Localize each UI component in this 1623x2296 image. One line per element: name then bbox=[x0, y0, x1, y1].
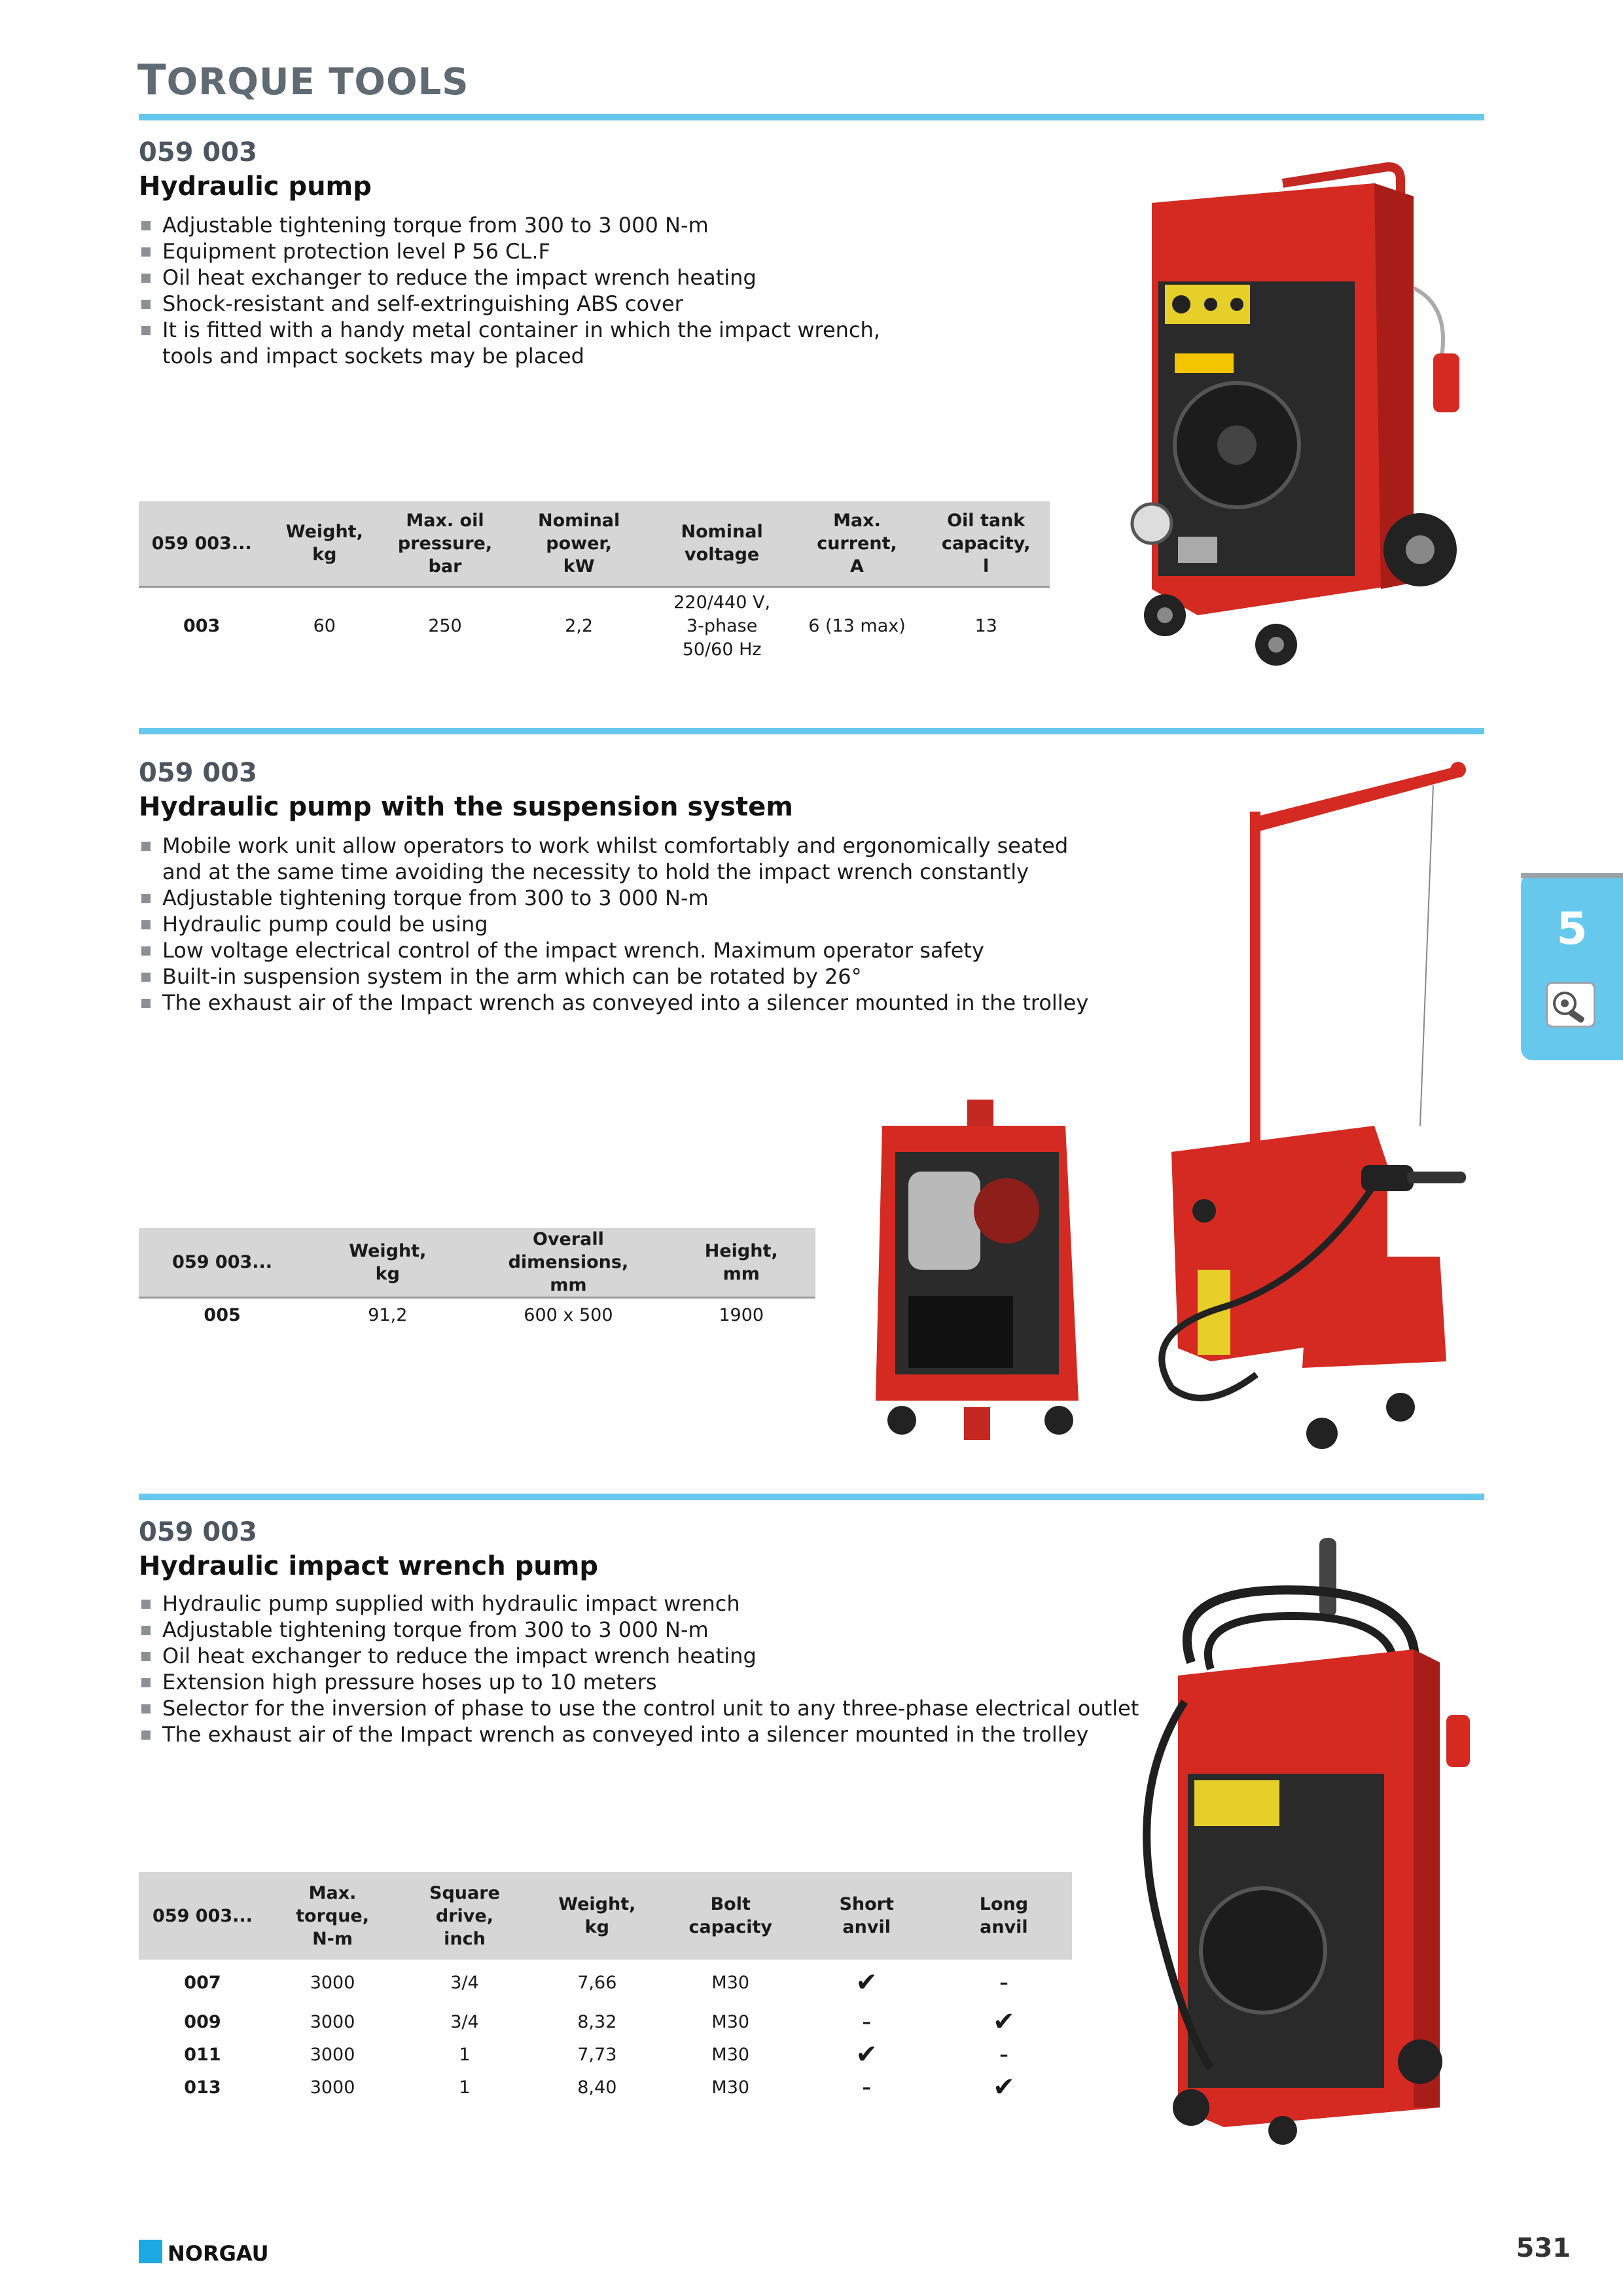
impact-wrench-pump-image bbox=[1113, 1532, 1479, 2147]
section2-spec-table bbox=[139, 1228, 815, 1332]
long-anvil-mark: ✔ bbox=[993, 2072, 1015, 2102]
section2-heading: Hydraulic pump with the suspension system bbox=[139, 792, 793, 822]
table-row bbox=[139, 586, 1050, 665]
table-row bbox=[139, 1298, 815, 1332]
page-number: 531 bbox=[1516, 2233, 1571, 2263]
table-cell: 8,40 bbox=[577, 2077, 617, 2098]
pump-with-suspension-arm-image bbox=[1113, 759, 1479, 1466]
section1-heading: Hydraulic pump bbox=[139, 171, 372, 202]
torque-wrench-icon bbox=[1546, 982, 1596, 1028]
table-header-row bbox=[139, 1228, 815, 1298]
table-row bbox=[139, 2038, 1072, 2071]
table-cell: 91,2 bbox=[368, 1304, 408, 1325]
table-cell: 2,2 bbox=[565, 616, 594, 637]
column-header: Square drive, inch bbox=[399, 1872, 531, 1960]
list-item: Hydraulic pump supplied with hydraulic impact wrench bbox=[139, 1590, 1186, 1617]
section3-heading: Hydraulic impact wrench pump bbox=[139, 1551, 599, 1581]
column-header: Long anvil bbox=[936, 1872, 1072, 1960]
list-item: Adjustable tightening torque from 300 to 3 000 N-m bbox=[139, 1617, 1186, 1643]
column-header: Bolt capacity bbox=[664, 1872, 798, 1960]
table-cell: 13 bbox=[974, 616, 997, 637]
table-cell: 250 bbox=[428, 616, 462, 637]
column-header: Weight, kg bbox=[531, 1872, 664, 1960]
table-cell: 60 bbox=[313, 616, 336, 637]
chapter-tab[interactable] bbox=[1521, 873, 1623, 1060]
table-cell: 013 bbox=[184, 2077, 221, 2098]
table-header-row bbox=[139, 1872, 1072, 1960]
column-header: Oil tank capacity, l bbox=[922, 501, 1050, 586]
table-cell: 3000 bbox=[310, 2011, 355, 2032]
table-cell: 3/4 bbox=[450, 1972, 479, 1993]
short-anvil-mark: ✔ bbox=[855, 2039, 878, 2070]
table-row bbox=[139, 2071, 1072, 2104]
table-cell: 8,32 bbox=[577, 2011, 617, 2032]
column-header: 059 003... bbox=[139, 1872, 266, 1960]
table-cell: 1900 bbox=[719, 1304, 764, 1325]
page-title bbox=[137, 56, 469, 105]
list-item: Low voltage electrical control of the impact wrench. Maximum operator safety bbox=[139, 937, 1186, 963]
column-header: Weight, kg bbox=[264, 501, 384, 586]
chapter-number: 5 bbox=[1556, 903, 1588, 955]
table-cell: 005 bbox=[204, 1304, 241, 1325]
table-cell: 6 (13 max) bbox=[808, 616, 906, 637]
column-header: Weight, kg bbox=[306, 1228, 469, 1298]
column-header: Overall dimensions, mm bbox=[469, 1228, 667, 1298]
table-cell: 003 bbox=[183, 616, 221, 637]
table-cell: 600 x 500 bbox=[524, 1304, 613, 1325]
column-header: Nominal voltage bbox=[652, 501, 792, 586]
list-item: Selector for the inversion of phase to use the control unit to any three-phase electrical outlet bbox=[139, 1695, 1186, 1721]
column-header: 059 003... bbox=[139, 1228, 306, 1298]
list-item: Shock-resistant and self-extringuishing ABS cover bbox=[139, 291, 1055, 317]
list-item-continued: and at the same time avoiding the necessity to hold the impact wrench constantly bbox=[162, 859, 1029, 884]
table-cell: 009 bbox=[184, 2011, 221, 2032]
brand-name: NORGAU bbox=[168, 2241, 269, 2266]
section3-feature-list bbox=[139, 1590, 1186, 1748]
list-item: Extension high pressure hoses up to 10 meters bbox=[139, 1669, 1186, 1695]
list-item: It is fitted with a handy metal container in which the impact wrench, bbox=[139, 317, 1055, 343]
section2-rule bbox=[139, 728, 1484, 734]
table-cell: 3000 bbox=[310, 2044, 355, 2065]
section2-feature-list bbox=[139, 833, 1186, 1016]
table-cell: 7,73 bbox=[577, 2044, 617, 2065]
table-cell: 3000 bbox=[310, 2077, 355, 2098]
table-cell: 7,66 bbox=[577, 1972, 617, 1993]
section1-spec-table bbox=[139, 501, 1050, 665]
section3-spec-table bbox=[139, 1872, 1072, 2104]
chapter-tab-rule bbox=[1521, 873, 1623, 878]
column-header: Max. current, A bbox=[792, 501, 923, 586]
list-item: Adjustable tightening torque from 300 to 3 000 N-m bbox=[139, 885, 1186, 911]
short-anvil-mark: - bbox=[861, 2007, 872, 2037]
table-cell: 007 bbox=[184, 1972, 221, 1993]
section2-code: 059 003 bbox=[139, 758, 257, 788]
list-item: Equipment protection level P 56 CL.F bbox=[139, 238, 1055, 264]
list-item: The exhaust air of the Impact wrench as conveyed into a silencer mounted in the trolley bbox=[139, 990, 1186, 1016]
column-header: Nominal power, kW bbox=[506, 501, 652, 586]
table-cell: 1 bbox=[459, 2044, 471, 2065]
column-header: 059 003... bbox=[139, 501, 264, 586]
short-anvil-mark: - bbox=[861, 2072, 872, 2102]
list-item-continued: tools and impact sockets may be placed bbox=[162, 344, 584, 368]
hydraulic-pump-image bbox=[1113, 157, 1466, 687]
list-item: Hydraulic pump could be using bbox=[139, 911, 1186, 937]
table-cell: 3/4 bbox=[450, 2011, 479, 2032]
table-cell: 011 bbox=[184, 2044, 221, 2065]
table-cell: M30 bbox=[711, 2077, 750, 2098]
column-header: Height, mm bbox=[667, 1228, 815, 1298]
table-cell: M30 bbox=[711, 2044, 750, 2065]
table-cell: 220/440 V, 3-phase 50/60 Hz bbox=[673, 592, 771, 660]
table-cell: M30 bbox=[711, 2011, 750, 2032]
header-rule bbox=[139, 114, 1484, 120]
table-cell: 3000 bbox=[310, 1972, 355, 1993]
table-cell: 1 bbox=[459, 2077, 471, 2098]
table-row bbox=[139, 2005, 1072, 2038]
section3-rule bbox=[139, 1494, 1484, 1500]
list-item: The exhaust air of the Impact wrench as conveyed into a silencer mounted in the trolley bbox=[139, 1721, 1186, 1748]
short-anvil-mark: ✔ bbox=[855, 1967, 878, 1998]
column-header: Short anvil bbox=[798, 1872, 936, 1960]
title-rest: ORQUE TOOLS bbox=[166, 61, 469, 103]
title-initial: T bbox=[137, 56, 167, 105]
table-row bbox=[139, 1960, 1072, 2005]
long-anvil-mark: - bbox=[999, 2039, 1009, 2070]
list-item: Adjustable tightening torque from 300 to 3 000 N-m bbox=[139, 212, 1055, 238]
long-anvil-mark: - bbox=[999, 1967, 1009, 1998]
section1-code: 059 003 bbox=[139, 137, 257, 168]
list-item: Built-in suspension system in the arm which can be rotated by 26° bbox=[139, 963, 1186, 990]
list-item: Oil heat exchanger to reduce the impact wrench heating bbox=[139, 1643, 1186, 1669]
table-cell: M30 bbox=[711, 1972, 750, 1993]
list-item: Mobile work unit allow operators to work whilst comfortably and ergonomically seated bbox=[139, 833, 1186, 859]
section3-code: 059 003 bbox=[139, 1517, 257, 1547]
column-header: Max. torque, N-m bbox=[266, 1872, 399, 1960]
norgau-logo-mark bbox=[139, 2240, 162, 2263]
long-anvil-mark: ✔ bbox=[993, 2007, 1015, 2037]
list-item: Oil heat exchanger to reduce the impact wrench heating bbox=[139, 264, 1055, 291]
table-header-row bbox=[139, 501, 1050, 586]
column-header: Max. oil pressure, bar bbox=[384, 501, 505, 586]
section1-feature-list bbox=[139, 212, 1055, 369]
pump-interior-image bbox=[869, 1100, 1092, 1446]
